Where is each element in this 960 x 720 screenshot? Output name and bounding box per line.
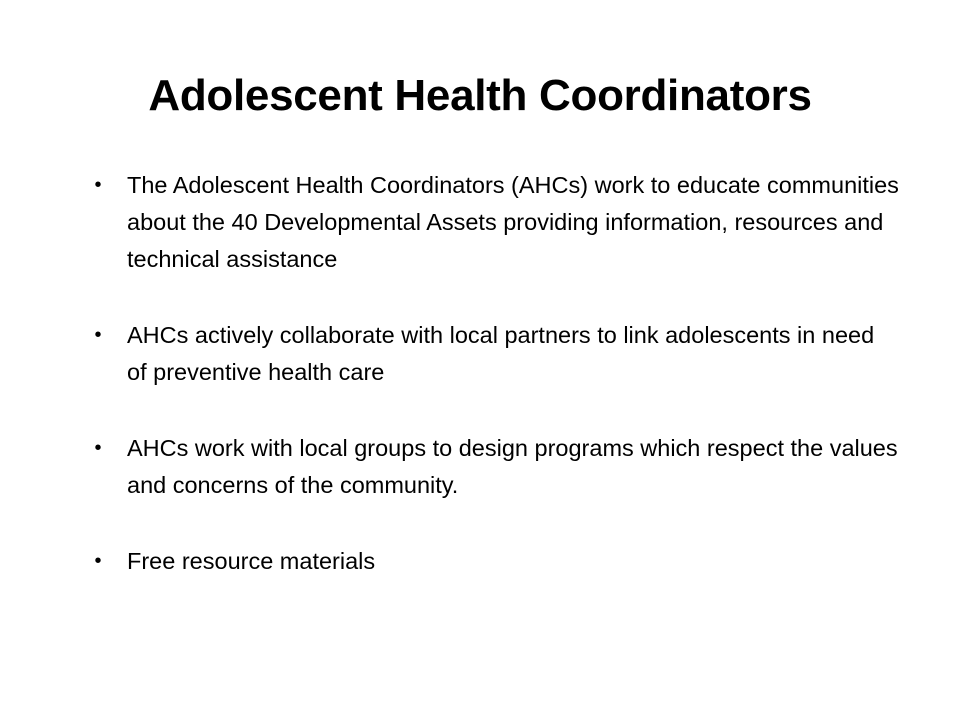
bullet-text: AHCs actively collaborate with local partners to link adolescents in need of preventive health care xyxy=(127,322,875,385)
bullet-item-collaborate xyxy=(90,317,900,391)
bullet-text: AHCs work with local groups to design programs which respect the values and concerns of the community. xyxy=(127,435,898,498)
bullet-text: Free resource materials xyxy=(127,548,376,574)
bullet-dot-icon: • xyxy=(94,324,102,346)
slide-title: Adolescent Health Coordinators xyxy=(148,71,812,120)
bullet-dot-icon: • xyxy=(94,174,102,196)
bullet-text: The Adolescent Health Coordinators (AHCs) work to educate communities about the 40 Developmental Assets providing information, resources and technical assistance xyxy=(127,172,899,272)
bullet-dot-icon: • xyxy=(94,550,102,572)
bullet-item-design-programs xyxy=(90,430,900,504)
bullet-list xyxy=(90,167,900,580)
bullet-item-educate xyxy=(90,167,900,278)
bullet-dot-icon: • xyxy=(94,437,102,459)
bullet-item-free-materials xyxy=(90,543,900,580)
